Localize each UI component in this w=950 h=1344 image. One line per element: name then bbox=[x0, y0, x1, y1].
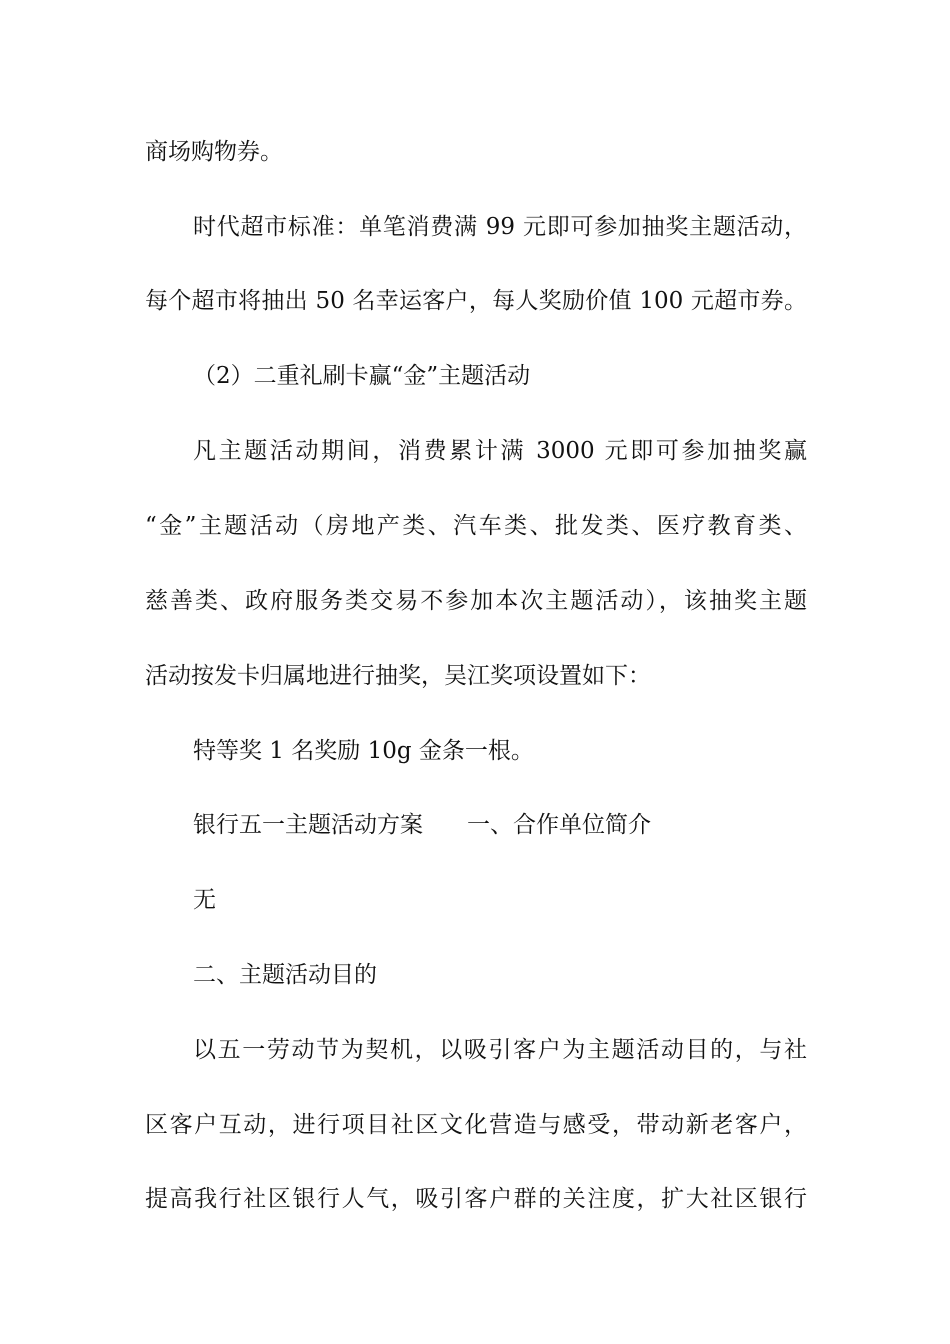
paragraph-line: 商场购物券。 bbox=[145, 139, 283, 165]
document-title bbox=[193, 810, 855, 840]
document-title-text: 银行五一主题活动方案 bbox=[193, 812, 423, 838]
paragraph-line: 活动按发卡归属地进行抽奖，吴江奖项设置如下： bbox=[145, 663, 651, 689]
paragraph-line: 每个超市将抽出 50 名幸运客户，每人奖励价值 100 元超市券。 bbox=[145, 288, 807, 314]
paragraph-line: 以五一劳动节为契机，以吸引客户为主题活动目的，与社 bbox=[193, 1037, 807, 1063]
paragraph-line: 特等奖 1 名奖励 10g 金条一根。 bbox=[193, 738, 534, 764]
paragraph-line: 区客户互动，进行项目社区文化营造与感受，带动新老客户， bbox=[145, 1112, 807, 1138]
paragraph-line: 无 bbox=[193, 887, 216, 913]
paragraph-line: 时代超市标准：单笔消费满 99 元即可参加抽奖主题活动， bbox=[193, 214, 807, 240]
paragraph-line: 慈善类、政府服务类交易不参加本次主题活动），该抽奖主题 bbox=[145, 588, 807, 614]
paragraph-line: 提高我行社区银行人气，吸引客户群的关注度，扩大社区银行 bbox=[145, 1186, 807, 1212]
section-heading: 一、合作单位简介 bbox=[467, 812, 651, 838]
section-heading: （2）二重礼刷卡赢“金”主题活动 bbox=[193, 363, 531, 389]
section-heading: 二、主题活动目的 bbox=[193, 962, 377, 988]
paragraph-line: “金”主题活动（房地产类、汽车类、批发类、医疗教育类、 bbox=[145, 513, 807, 539]
paragraph-line: 凡主题活动期间，消费累计满 3000 元即可参加抽奖赢 bbox=[193, 438, 807, 464]
